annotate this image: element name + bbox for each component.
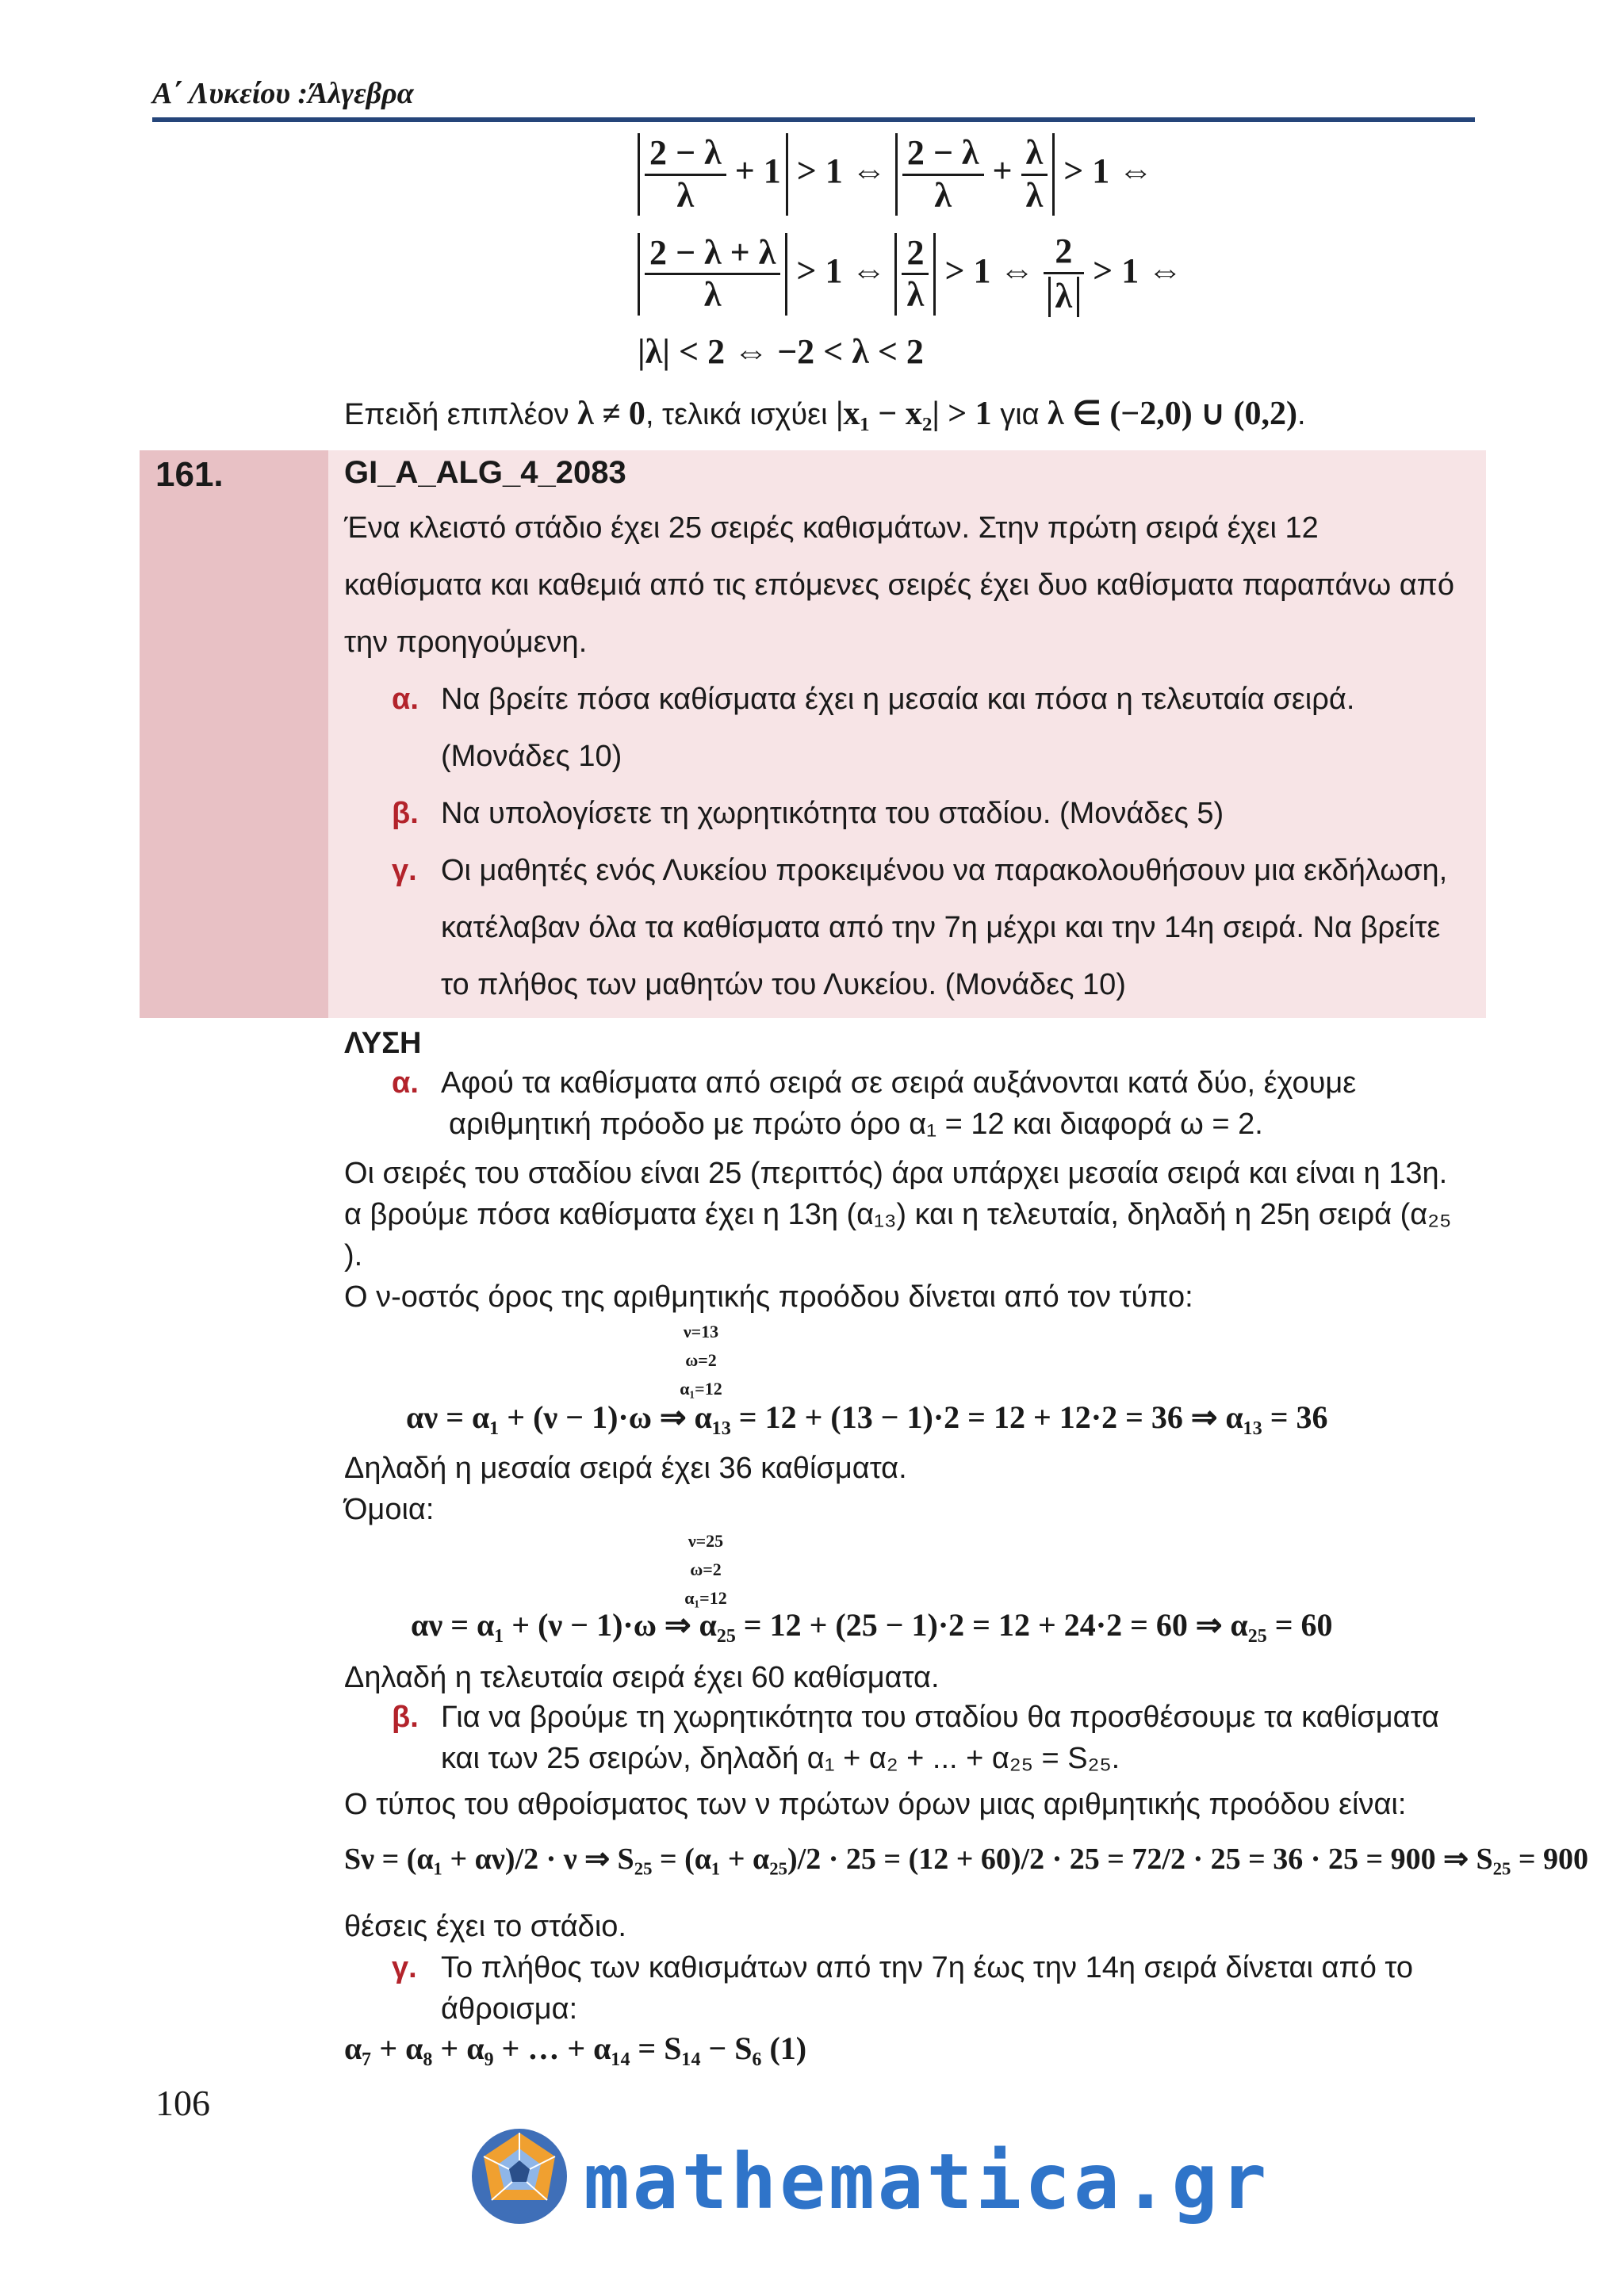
logo-polyhedron-icon [468,2125,571,2228]
solution-para-2: α βρούμε πόσα καθίσματα έχει η 13η (α₁₃) και η τελευταία, δηλαδή η 25η σειρά (α₂₅ [344,1198,1452,1231]
question-c-letter: γ. [392,854,417,887]
condition-n: ν=13 [683,1322,719,1341]
problem-text-3: την προηγούμενη. [344,626,588,659]
solution-c-letter: γ. [392,1951,417,1984]
question-a-line-1: Να βρείτε πόσα καθίσματα έχει η μεσαία και πόσα η τελευταία σειρά. [441,683,1355,716]
math-line-3: |λ| < 2 ⇔ −2 < λ < 2 [638,332,924,371]
solution-a-line-2: αριθμητική πρόοδο με πρώτο όρο α₁ = 12 και διαφορά ω = 2. [449,1108,1263,1141]
page-number: 106 [155,2083,210,2123]
question-b-line-1: Να υπολογίσετε τη χωρητικότητα του σταδίου. (Μονάδες 5) [441,797,1224,830]
solution-para-6: Όμοια: [344,1493,435,1526]
condition-w: ω=2 [690,1559,722,1579]
solution-para-1: Οι σειρές του σταδίου είναι 25 (περιττός) άρα υπάρχει μεσαία σειρά και είναι η 13η. [344,1157,1448,1190]
solution-para-9: θέσεις έχει το στάδιο. [344,1910,626,1943]
question-a-letter: α. [392,683,419,716]
solution-c-line-1: Το πλήθος των καθισμάτων από την 7η έως την 14η σειρά δίνεται από το [441,1951,1414,1984]
problem-text-1: Ένα κλειστό στάδιο έχει 25 σειρές καθισμάτων. Στην πρώτη σειρά έχει 12 [344,511,1319,545]
solution-b-letter: β. [392,1701,419,1734]
equation-1: αν = α₁ + (ν − 1)·ω ⇒ α₁₃ = 12 + (13 − 1)·2 = 12 + 12·2 = 36 ⇒ α₁₃ = 36 [406,1399,1328,1435]
solution-para-5: Δηλαδή η μεσαία σειρά έχει 36 καθίσματα. [344,1452,907,1485]
problem-number: 161. [155,455,224,494]
solution-c-line-2: άθροισμα: [441,1992,578,2026]
condition-stack-1 [669,1318,733,1403]
condition-a1: α₁=12 [680,1379,722,1399]
math-line-2: $\frac{2 - \lambda + \lambda}{\lambda}$ > 1 ⇔ $\frac{2}{\lambda}$ > 1 ⇔ $\frac{2}{\lambda}$ > 1 ⇔ [638,232,1182,317]
solution-para-4: Ο ν-οστός όρος της αριθμητικής προόδου δίνεται από τον τύπο: [344,1280,1193,1314]
condition-n: ν=25 [688,1531,724,1551]
solution-heading: ΛΥΣΗ [344,1027,422,1060]
question-c-line-1: Οι μαθητές ενός Λυκείου προκειμένου να παρακολουθήσουν μια εκδήλωση, [441,854,1448,887]
solution-b-line-1: Για να βρούμε τη χωρητικότητα του σταδίου θα προσθέσουμε τα καθίσματα [441,1701,1440,1734]
solution-para-7: Δηλαδή η τελευταία σειρά έχει 60 καθίσματα. [344,1661,940,1694]
solution-para-8: Ο τύπος του αθροίσματος των ν πρώτων όρων μιας αριθμητικής προόδου είναι: [344,1788,1407,1821]
question-a-line-2: (Μονάδες 10) [441,740,622,773]
solution-para-3: ). [344,1239,363,1272]
logo-text: mathematica.gr [584,2137,1270,2226]
solution-b-line-2: και των 25 σειρών, δηλαδή α₁ + α₂ + ... + α₂₅ = S₂₅. [441,1742,1120,1775]
question-c-line-3: το πλήθος των μαθητών του Λυκείου. (Μονάδες 10) [441,968,1126,1001]
problem-code: GI_A_ALG_4_2083 [344,455,626,490]
equation-2: αν = α₁ + (ν − 1)·ω ⇒ α₂₅ = 12 + (25 − 1)·2 = 12 + 24·2 = 60 ⇒ α₂₅ = 60 [411,1607,1333,1643]
condition-stack-2 [674,1527,737,1613]
math-line-1: $\frac{2 - \lambda}{\lambda}$ + 1 > 1 ⇔ $\frac{2 - \lambda}{\lambda}$ + $\frac{\lambda}{\lambda}$ > 1 ⇔ [638,133,1153,216]
condition-a1: α₁=12 [684,1588,727,1608]
solution-a-letter: α. [392,1066,419,1100]
question-c-line-2: κατέλαβαν όλα τα καθίσματα από την 7η μέχρι και την 14η σειρά. Να βρείτε [441,911,1441,944]
equation-3: Sν = (α₁ + αν)/2 · ν ⇒ S₂₅ = (α₁ + α₂₅)/2 · 25 = (12 + 60)/2 · 25 = 72/2 · 25 = 36 · 25 = 900 ⇒ S₂₅ = 900 [344,1843,1589,1876]
condition-w: ω=2 [685,1350,717,1370]
header-rule [152,117,1475,122]
question-b-letter: β. [392,797,419,830]
problem-number-cell [140,450,328,1018]
equation-4: α₇ + α₈ + α₉ + … + α₁₄ = S₁₄ − S₆ (1) [344,2030,807,2066]
conclusion-line: Επειδή επιπλέον λ ≠ 0, τελικά ισχύει |x₁ − x₂| > 1 για λ ∈ (−2,0) ∪ (0,2). [344,396,1306,432]
solution-a-line-1: Αφού τα καθίσματα από σειρά σε σειρά αυξάνονται κατά δύο, έχουμε [441,1066,1357,1100]
problem-text-2: καθίσματα και καθεμιά από τις επόμενες σειρές έχει δυο καθίσματα παραπάνω από [344,568,1455,602]
page-header-title: Α΄ Λυκείου :Άλγεβρα [152,77,414,110]
